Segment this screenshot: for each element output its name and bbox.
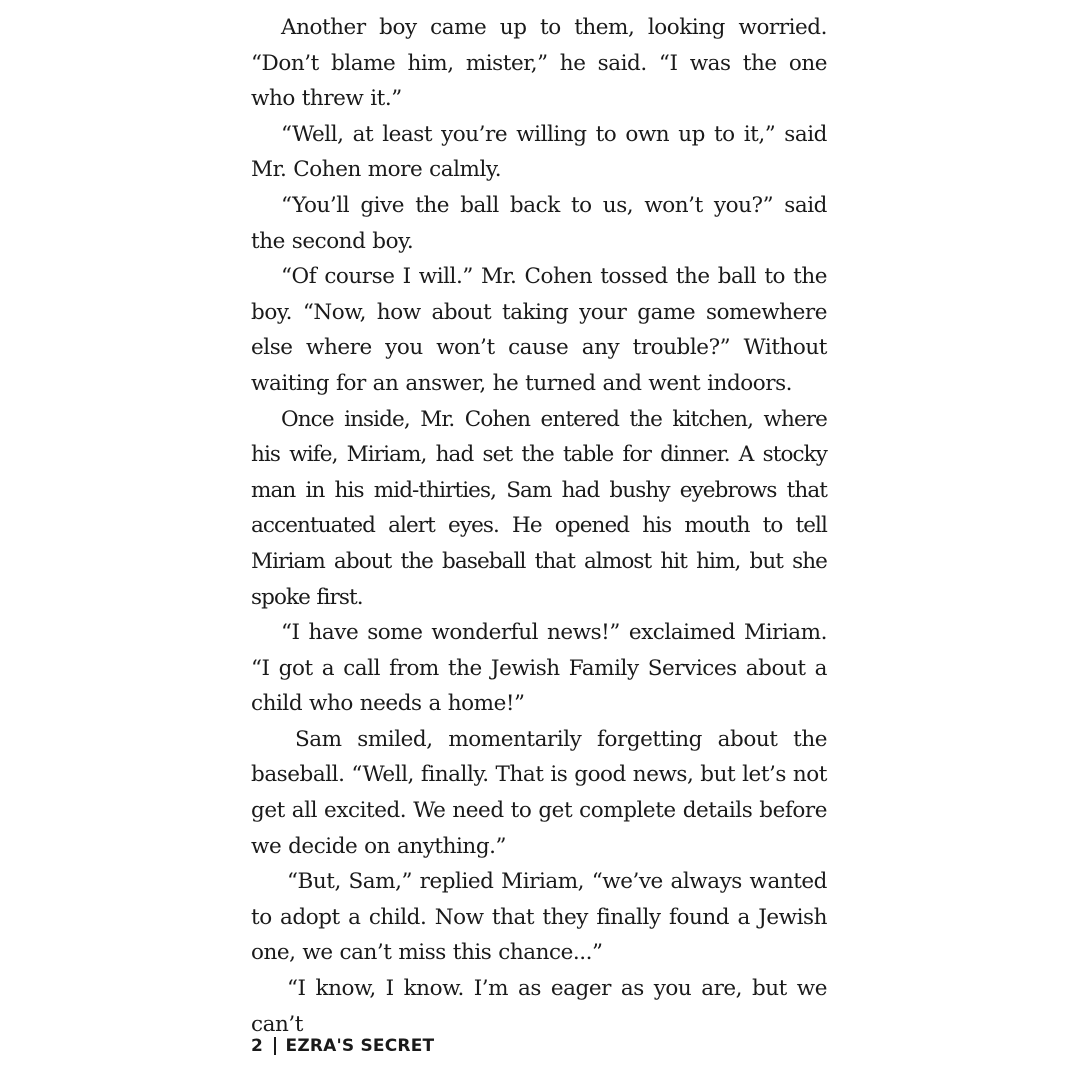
paragraph-4: “Of course I will.” Mr. Cohen tossed the ball to the boy. “Now, how about taking your game somewhere else where you won’t cause any trouble?” Without waiting for an answer, he turned and went indoors. [251,264,827,396]
paragraph-6: “I have some wonderful news!” exclaimed Miriam. “I got a call from the Jewish Family Services about a child who needs a home!” [251,620,827,717]
paragraph-2: “Well, at least you’re willing to own up to it,” said Mr. Cohen more calmly. [251,121,827,183]
paragraph-8: “But, Sam,” replied Miriam, “we’ve always wanted to adopt a child. Now that they finally found a Jewish one, we can’t miss this chance...” [251,869,827,966]
paragraph-9: “I know, I know. I’m as eager as you are, but we can’t [251,976,827,1037]
paragraph-5: Once inside, Mr. Cohen entered the kitchen, where his wife, Miriam, had set the table for dinner. A stocky man in his mid-thirties, Sam had bushy eyebrows that accentuated alert eyes. He opened his mouth to tell Miriam about the baseball that almost hit him, but she spoke first. [251,406,827,610]
page-body [251,10,827,1042]
footer-divider [274,1037,276,1055]
paragraph-3: “You’ll give the ball back to us, won’t you?” said the second boy. [251,192,827,254]
book-title: EZRA'S SECRET [285,1036,435,1056]
page-number: 2 [251,1036,264,1056]
paragraph-1: Another boy came up to them, looking worried. “Don’t blame him, mister,” he said. “I was the one who threw it.” [251,15,827,112]
page-footer [251,1036,434,1056]
paragraph-7: Sam smiled, momentarily forgetting about the baseball. “Well, finally. That is good news, but let’s not get all excited. We need to get complete details before we decide on anything.” [251,726,827,859]
